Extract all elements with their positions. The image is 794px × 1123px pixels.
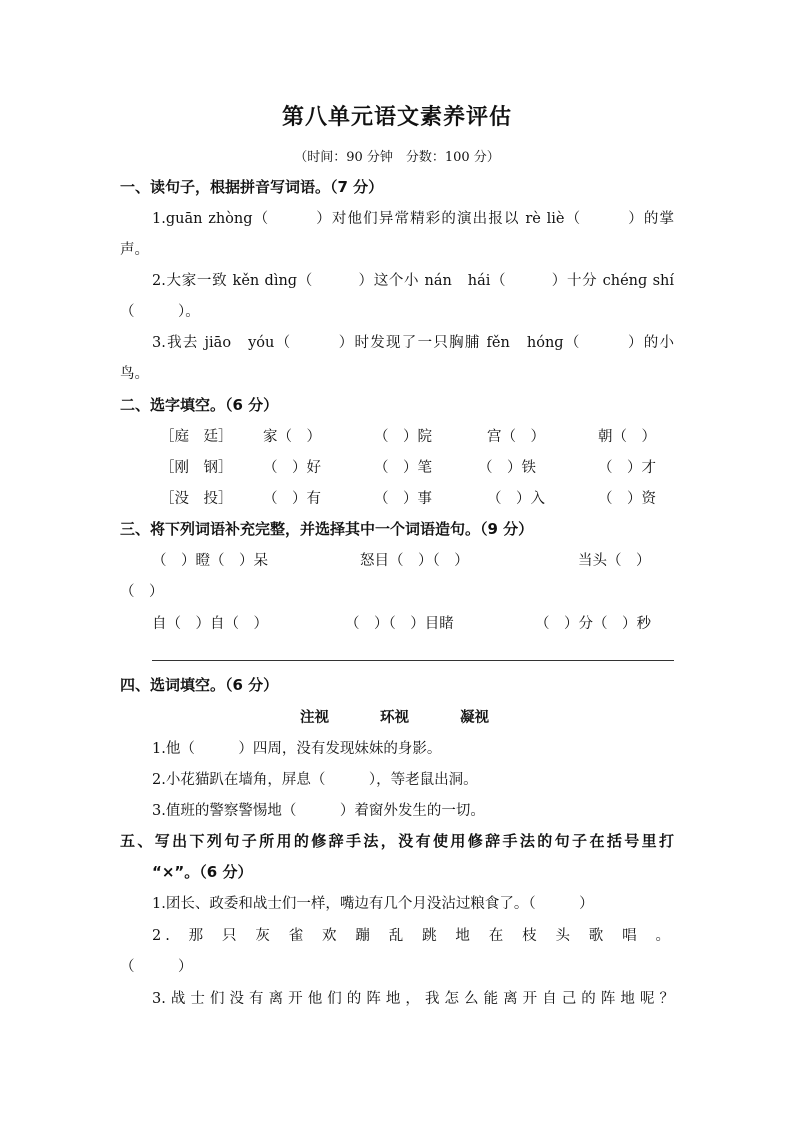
s3-idiom: （ ）分（ ）秒 (535, 616, 651, 632)
s1-question-2-line-1: 2.大家一致 kěn dìnɡ（ ）这个小 nán hái（ ）十分 chénɡ shí (152, 273, 674, 289)
s2-blank-item: （ ）才 (598, 460, 656, 476)
s2-blank-item: （ ）院 (374, 429, 432, 445)
s4-word-option: 凝视 (460, 710, 489, 726)
s2-blank-item: （ ）入 (487, 491, 545, 507)
s2-blank-item: 朝（ ） (598, 429, 656, 445)
page-subtitle: （时间：90 分钟 分数：100 分） (294, 150, 500, 165)
s3-idiom: 自（ ）自（ ） (152, 616, 268, 632)
s3-idiom: 当头（ ） (578, 553, 651, 569)
section-3-heading: 三、将下列词语补充完整，并选择其中一个词语造句。（9 分） (120, 520, 534, 538)
s2-blank-item: （ ）有 (263, 491, 321, 507)
s3-idiom: （ ）（ ）目睹 (345, 616, 454, 632)
s1-question-3-line-1: 3.我去 jiāo yóu（ ）时发现了一只胸脯 fěn hónɡ（ ）的小 (152, 335, 674, 351)
section-2-heading: 二、选字填空。（6 分） (120, 396, 279, 414)
s1-question-3-line-2: 鸟。 (120, 366, 149, 382)
s5-question-3: 3.战士们没有离开他们的阵地，我怎么能离开自己的阵地呢？ (152, 991, 674, 1007)
s2-blank-item: 宫（ ） (487, 429, 545, 445)
s4-word-option: 环视 (380, 710, 409, 726)
s2-blank-item: 家（ ） (263, 429, 321, 445)
s3-idiom: （ ）瞪（ ）呆 (152, 553, 268, 569)
section-5-heading: 五、写出下列句子所用的修辞手法，没有使用修辞手法的句子在括号里打 (120, 832, 674, 850)
section-1-heading: 一、读句子，根据拼音写词语。（7 分） (120, 178, 384, 196)
s4-question-3: 3.值班的警察警惕地（ ）着窗外发生的一切。 (152, 803, 485, 819)
s2-blank-item: （ ）资 (598, 491, 656, 507)
s2-blank-item: （ ）好 (263, 460, 321, 476)
s5-question-2-line-1: 2.那只灰雀欢蹦乱跳地在枝头歌唱。 (152, 928, 674, 944)
section-5-heading-line-2: “×”。（6 分） (152, 863, 253, 881)
s3-idiom: 怒目（ ）（ ） (360, 553, 469, 569)
s3-idiom-continued: （ ） (120, 584, 164, 600)
s2-blank-item: （ ）笔 (374, 460, 432, 476)
s5-question-2-line-2: （ ） (120, 959, 193, 975)
s2-blank-item: （ ）事 (374, 491, 432, 507)
s1-question-1-line-1: 1.guān zhòng（ ）对他们异常精彩的演出报以 rè liè（ ）的掌 (152, 211, 674, 227)
s3-answer-line[interactable] (152, 660, 674, 661)
s4-word-option: 注视 (300, 710, 329, 726)
s4-question-1: 1.他（ ）四周，没有发现妹妹的身影。 (152, 741, 442, 757)
s1-question-2-line-2: （ ）。 (120, 304, 200, 320)
s2-char-pair: ［刚 钢］ (160, 460, 233, 476)
s2-char-pair: ［没 投］ (160, 491, 233, 507)
s2-char-pair: ［庭 廷］ (160, 429, 233, 445)
s4-question-2: 2.小花猫趴在墙角，屏息（ ），等老鼠出洞。 (152, 772, 478, 788)
s2-blank-item: （ ）铁 (478, 460, 536, 476)
s1-question-1-line-2: 声。 (120, 242, 149, 258)
s5-question-1: 1.团长、政委和战士们一样，嘴边有几个月没沾过粮食了。（ ） (152, 896, 594, 912)
section-4-heading: 四、选词填空。（6 分） (120, 676, 279, 694)
page-title: 第八单元语文素养评估 (281, 105, 512, 130)
